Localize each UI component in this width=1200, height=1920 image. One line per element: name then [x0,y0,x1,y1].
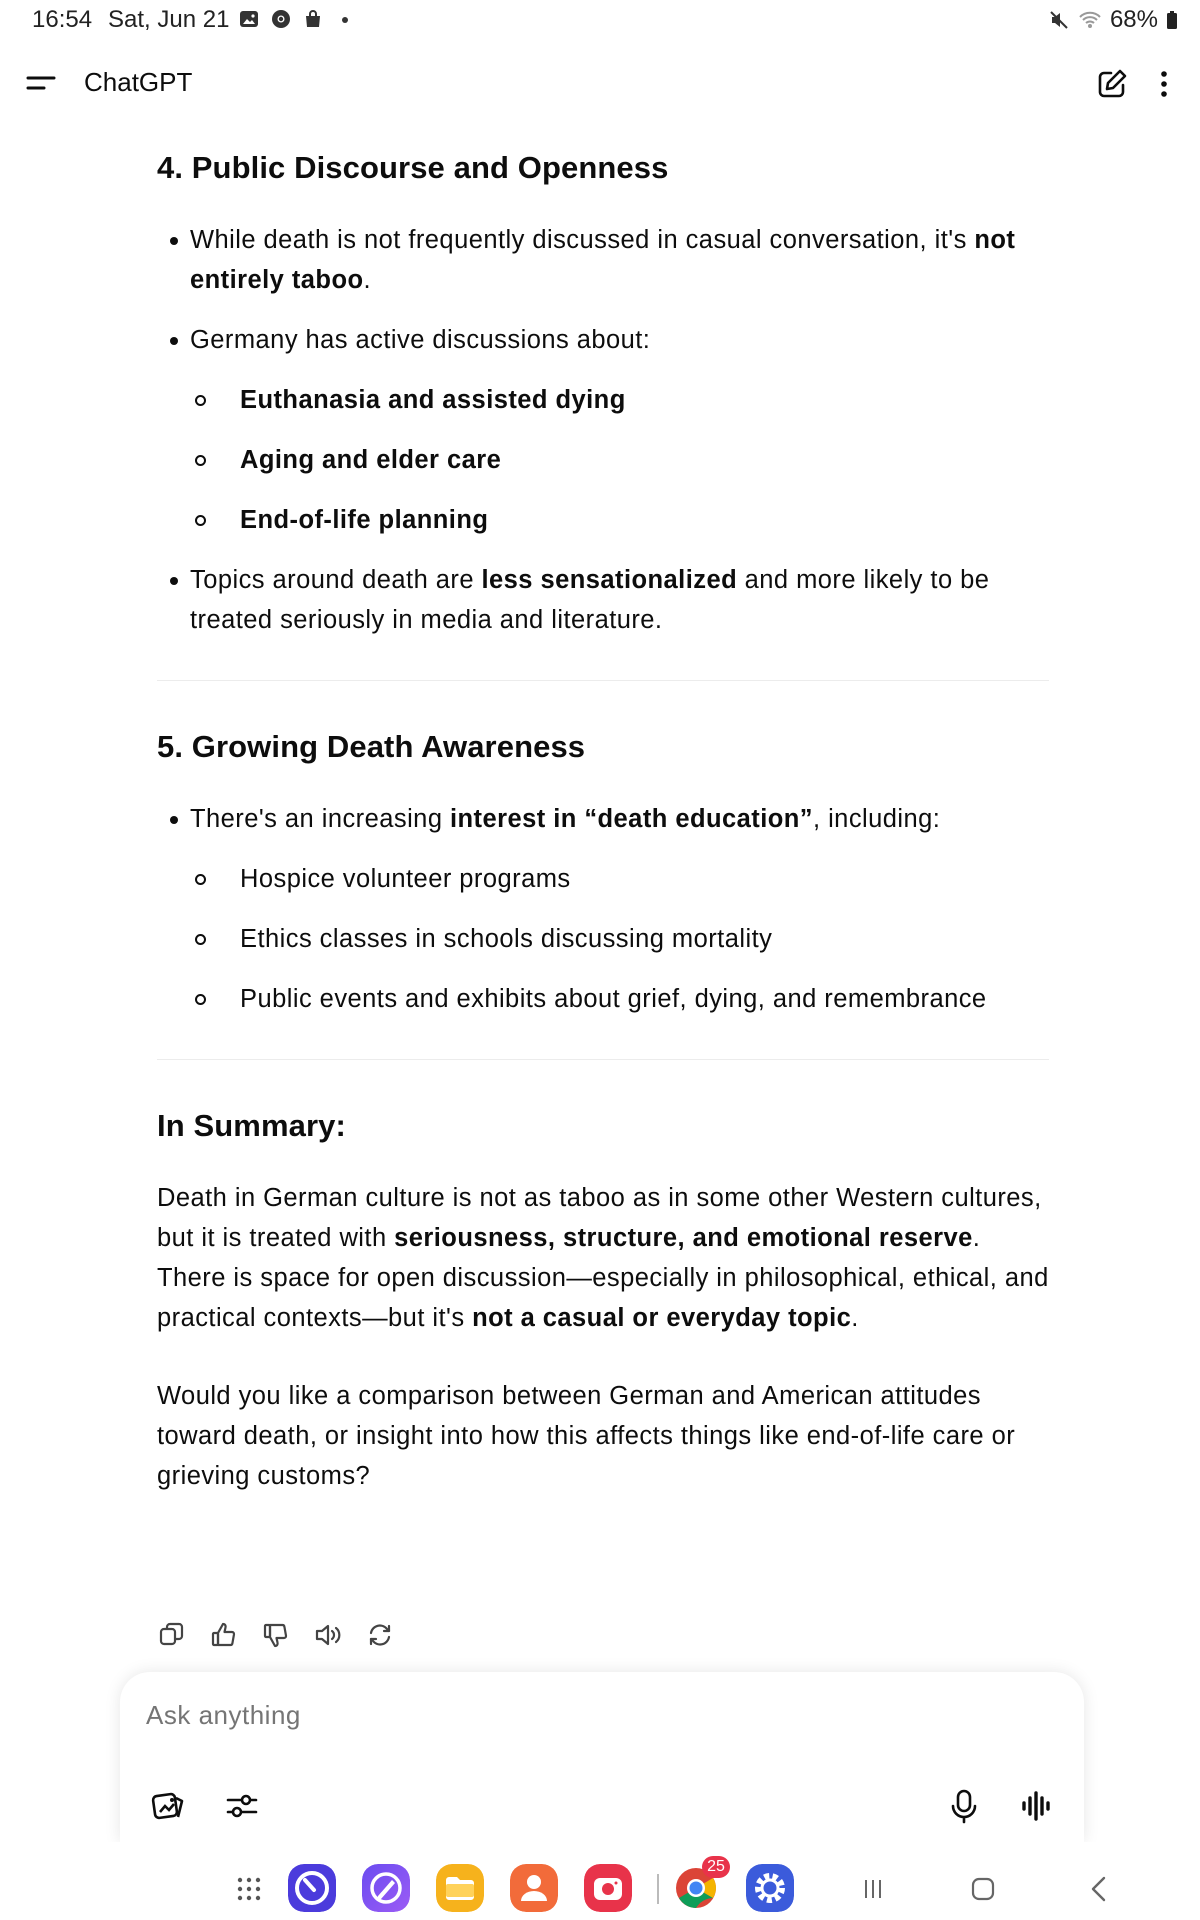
more-options-icon[interactable] [1146,66,1182,102]
home-nav-icon[interactable] [968,1874,998,1904]
status-right [1048,6,1178,34]
sub-list-item [190,979,1049,1019]
sub-list-item [190,500,1049,540]
sub-item-text: Euthanasia and assisted dying [240,386,626,414]
sub-item-text: Aging and elder care [240,446,502,474]
divider [157,1059,1049,1060]
copy-icon[interactable] [157,1620,187,1650]
app-drawer-icon[interactable] [234,1874,264,1904]
thumbs-down-icon[interactable] [261,1620,291,1650]
list-item [157,799,1049,1019]
voice-mode-icon[interactable] [1016,1786,1056,1826]
bullet-text: . [363,266,372,294]
new-chat-icon[interactable] [1094,66,1130,102]
list-item [157,560,1049,640]
battery-percent: 68% [1109,6,1158,33]
summary-text: . There is space for open discussion—especially in philosophical, ethical, and practical contexts—but it's [157,1224,1049,1332]
sub-list [190,859,1049,1019]
summary-paragraph [157,1178,1049,1338]
sub-list-item [190,440,1049,480]
bullet-list [157,799,1049,1019]
gallery-icon [238,8,260,30]
sub-item-text: Public events and exhibits about grief, dying, and remembrance [240,985,987,1013]
dock-divider [657,1874,659,1904]
android-nav-bar [0,1842,1200,1920]
wifi-icon [1078,9,1102,31]
notification-icons [238,8,356,30]
thumbs-up-icon[interactable] [209,1620,239,1650]
ask-input[interactable] [146,1700,846,1731]
app-header [0,56,1200,112]
bag-icon [302,8,324,30]
bullet-bold: interest in “death education” [449,805,813,833]
summary-bold: seriousness, structure, and emotional reserve [394,1224,973,1252]
read-aloud-icon[interactable] [313,1620,343,1650]
sub-item-text: Hospice volunteer programs [240,865,571,893]
chrome-notification-badge: 25 [702,1856,730,1878]
composer [120,1672,1084,1842]
bullet-list [157,220,1049,640]
regenerate-icon[interactable] [365,1620,395,1650]
sub-list [190,380,1049,540]
back-nav-icon[interactable] [1084,1874,1114,1904]
camera-app-icon[interactable] [584,1864,632,1912]
summary-text: Death in German culture is not as taboo as in some other Western cultures, but it is treated with [157,1184,1042,1252]
dot-icon [334,8,356,30]
bullet-text: There's an increasing [190,805,450,833]
bullet-text: Topics around death are [190,566,482,594]
assistant-message [157,150,1049,1496]
clock-app-icon[interactable] [288,1864,336,1912]
sub-list-item [190,380,1049,420]
chrome-icon [270,8,292,30]
sub-list-item [190,919,1049,959]
bullet-text: and more likely to be treated seriously in media and literature. [190,566,990,634]
contacts-app-icon[interactable] [510,1864,558,1912]
status-date: Sat, Jun 21 [108,6,230,33]
list-item [157,220,1049,300]
section-heading-death-awareness: 5. Growing Death Awareness [157,729,586,764]
sub-item-text: Ethics classes in schools discussing mortality [240,925,773,953]
recents-nav-icon[interactable] [858,1874,888,1904]
message-actions [157,1620,395,1650]
settings-app-icon[interactable] [746,1864,794,1912]
bullet-text: Germany has active discussions about: [190,326,651,354]
bullet-bold: not entirely taboo [190,226,1016,294]
app-title[interactable]: ChatGPT [84,67,193,97]
microphone-icon[interactable] [944,1786,984,1826]
my-files-app-icon[interactable] [436,1864,484,1912]
sub-list-item [190,859,1049,899]
battery-icon [1166,9,1178,31]
bullet-bold: less sensationalized [481,566,738,594]
bullet-text: , including: [813,805,941,833]
list-item [157,320,1049,540]
notes-app-icon[interactable] [362,1864,410,1912]
attach-image-icon[interactable] [148,1786,188,1826]
follow-up-question: Would you like a comparison between German and American attitudes toward death, or insight into how this affects things like end-of-life care or grieving customs? [157,1382,1016,1490]
bullet-text: While death is not frequently discussed in casual conversation, it's [190,226,975,254]
sub-item-text: End-of-life planning [240,506,489,534]
status-time: 16:54 [32,6,93,33]
summary-text: . [851,1304,859,1332]
mute-icon [1048,9,1070,31]
summary-bold: not a casual or everyday topic [472,1304,852,1332]
section-heading-public-discourse: 4. Public Discourse and Openness [157,150,669,185]
section-heading-summary: In Summary: [157,1108,346,1143]
status-bar [0,0,1200,40]
divider [157,680,1049,681]
sidebar-menu-icon[interactable] [24,68,60,98]
tools-icon[interactable] [222,1786,262,1826]
